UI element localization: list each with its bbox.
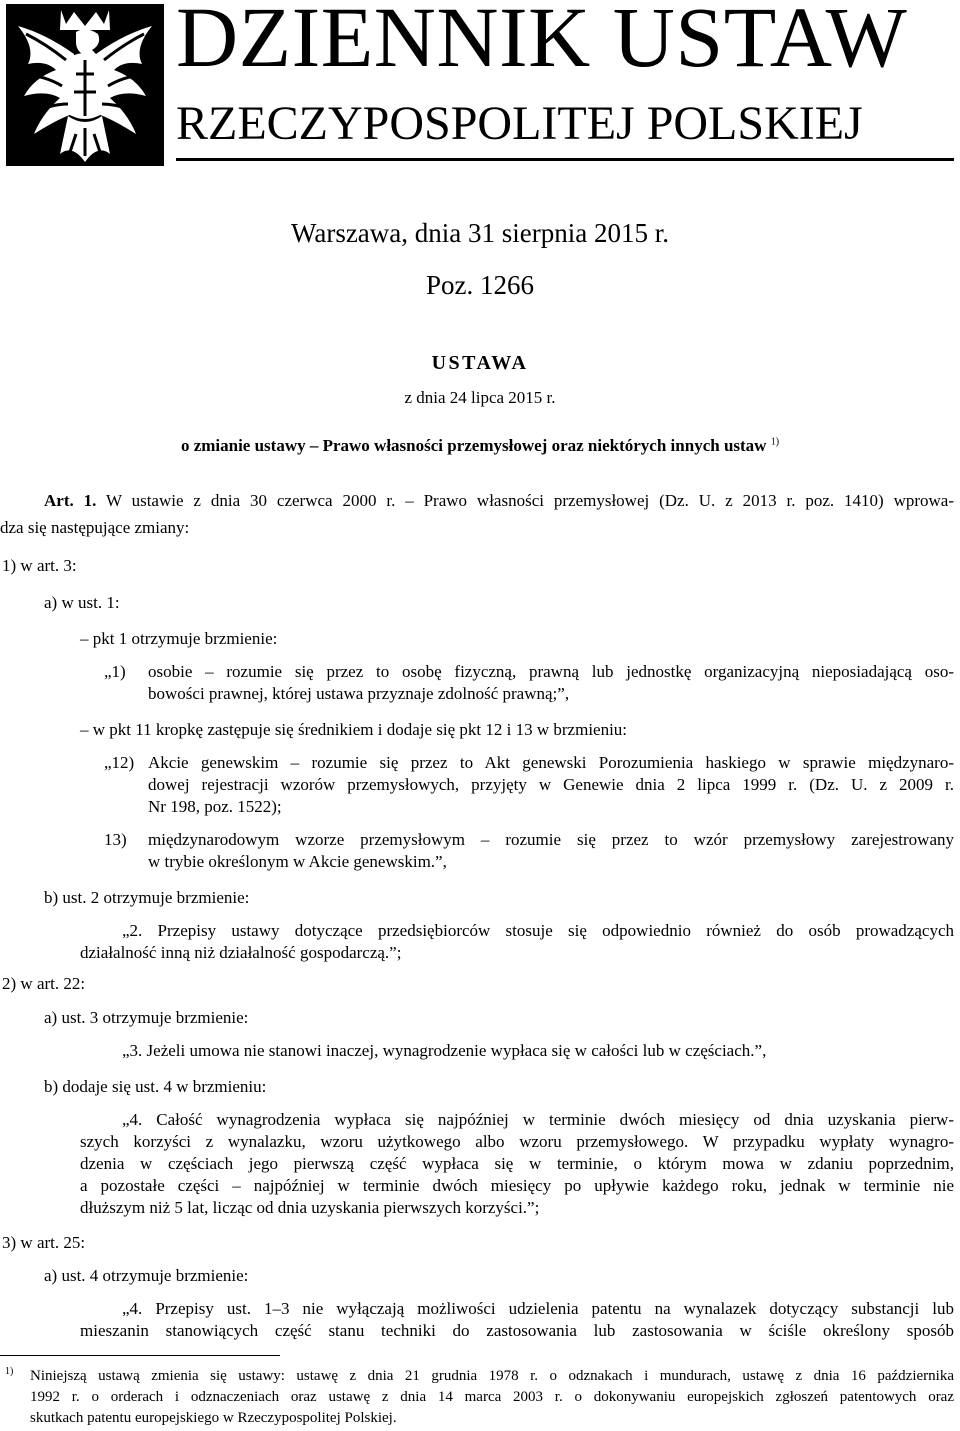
quote-13-number: 13)	[104, 830, 127, 849]
point-2b-quote-line5: dłuższym niż 5 lat, licząc od dnia uzyskania pierwszych korzyści.”;	[80, 1198, 540, 1217]
point-1a: a) w ust. 1:	[44, 593, 120, 612]
quote-12-line3: Nr 198, poz. 1522);	[148, 797, 282, 816]
act-title-footnote-ref: 1)	[770, 436, 780, 448]
act-title	[0, 436, 960, 456]
point-2a: a) ust. 3 otrzymuje brzmienie:	[44, 1008, 249, 1027]
gazette-subtitle: RZECZYPOSPOLITEJ POLSKIEJ	[176, 97, 863, 150]
point-1b-quote-line2: działalność inną niż działalność gospodarczą.”;	[80, 943, 402, 962]
quote-13-line2: w trybie określonym w Akcie genewskim.”,	[148, 852, 447, 871]
footnote-marker: 1)	[5, 1366, 14, 1377]
publication-date: Warszawa, dnia 31 sierpnia 2015 r.	[291, 218, 669, 248]
point-1b: b) ust. 2 otrzymuje brzmienie:	[44, 888, 250, 907]
point-2a-quote: „3. Jeżeli umowa nie stanowi inaczej, wynagrodzenie wypłaca się w całości lub w częściach.”,	[122, 1041, 767, 1060]
quote-12-line1: Akcie genewskim – rozumie się przez to Akt genewski Porozumienia haskiego w sprawie międzynaro-	[148, 753, 954, 772]
position-number: Poz. 1266	[426, 270, 534, 300]
footnote-line3: skutkach patentu europejskiego w Rzeczypospolitej Polskiej.	[30, 1410, 397, 1426]
point-1: 1) w art. 3:	[2, 556, 77, 575]
quote-1-number: „1)	[104, 662, 126, 681]
footnote-line1: Niniejszą ustawą zmienia się ustawy: ustawę z dnia 21 grudnia 1978 r. o odznakach i mundurach, ustawę z dnia 16 października	[30, 1368, 954, 1384]
art1-line2: dza się następujące zmiany:	[0, 518, 190, 537]
art1-line1	[44, 490, 954, 512]
point-3a: a) ust. 4 otrzymuje brzmienie:	[44, 1266, 249, 1285]
point-2b-quote-line4: a pozostałe części – najpóźniej w terminie dwóch miesięcy po upływie każdego roku, jednak w terminie nie	[80, 1176, 954, 1195]
gazette-title: DZIENNIK USTAW	[176, 0, 908, 85]
point-2b: b) dodaje się ust. 4 w brzmieniu:	[44, 1077, 267, 1096]
point-1a-dash-1: – pkt 1 otrzymuje brzmienie:	[80, 629, 278, 648]
act-title-text: o zmianie ustawy – Prawo własności przemysłowej oraz niektórych innych ustaw	[180, 436, 767, 455]
act-type: USTAWA	[431, 352, 529, 374]
point-2b-quote-line3: dzenia w częściach jego pierwszą część wypłaca się w terminie, o którym mowa w zdaniu poprzednim,	[80, 1154, 954, 1173]
point-2b-quote-line2: szych korzyści z wynalazku, wzoru użytkowego albo wzoru przemysłowego. W przypadku wypłaty wynagro-	[80, 1132, 954, 1151]
act-date: z dnia 24 lipca 2015 r.	[404, 388, 556, 407]
point-2b-quote-line1: „4. Całość wynagrodzenia wypłaca się najpóźniej w terminie dwóch miesięcy od dnia uzyskania pierw-	[122, 1110, 954, 1129]
point-1a-dash-2: – w pkt 11 kropkę zastępuje się średnikiem i dodaje się pkt 12 i 13 w brzmieniu:	[80, 720, 628, 739]
polish-eagle-emblem-icon	[6, 4, 164, 166]
quote-1-line2: bowości prawnej, której ustawa przyznaje zdolność prawną;”,	[148, 684, 570, 703]
footnote-line2: 1992 r. o orderach i odznaczeniach oraz ustawę z dnia 14 marca 2003 r. o dokonywaniu europejskich zgłoszeń patentowych oraz	[30, 1389, 954, 1405]
masthead-divider	[176, 158, 954, 161]
footnote-divider	[0, 1355, 280, 1356]
point-3a-quote-line2: mieszanin stanowiących część stanu techniki do zastosowania lub zastosowania w ściśle określony sposób	[80, 1321, 954, 1340]
quote-12-line2: dowej rejestracji wzorów przemysłowych, przyjęty w Genewie dnia 2 lipca 1999 r. (Dz. U. z 2009 r.	[148, 775, 954, 794]
quote-12-number: „12)	[104, 753, 135, 772]
quote-13-line1: międzynarodowym wzorze przemysłowym – rozumie się przez to wzór przemysłowy zarejestrowany	[148, 830, 954, 849]
art1-label: Art. 1.	[44, 491, 97, 510]
point-1b-quote-line1: „2. Przepisy ustawy dotyczące przedsiębiorców stosuje się odpowiednio również do osób prowadzących	[122, 921, 954, 940]
quote-1-line1: osobie – rozumie się przez to osobę fizyczną, prawną lub jednostkę organizacyjną nieposiadającą oso-	[148, 662, 954, 681]
point-2: 2) w art. 22:	[2, 974, 86, 993]
point-3: 3) w art. 25:	[2, 1233, 86, 1252]
point-3a-quote-line1: „4. Przepisy ust. 1–3 nie wyłączają możliwości udzielenia patentu na wynalazek dotyczący substancji lub	[122, 1299, 954, 1318]
art1-intro: W ustawie z dnia 30 czerwca 2000 r. – Prawo własności przemysłowej (Dz. U. z 2013 r. poz. 1410) wprowa-	[105, 491, 954, 510]
